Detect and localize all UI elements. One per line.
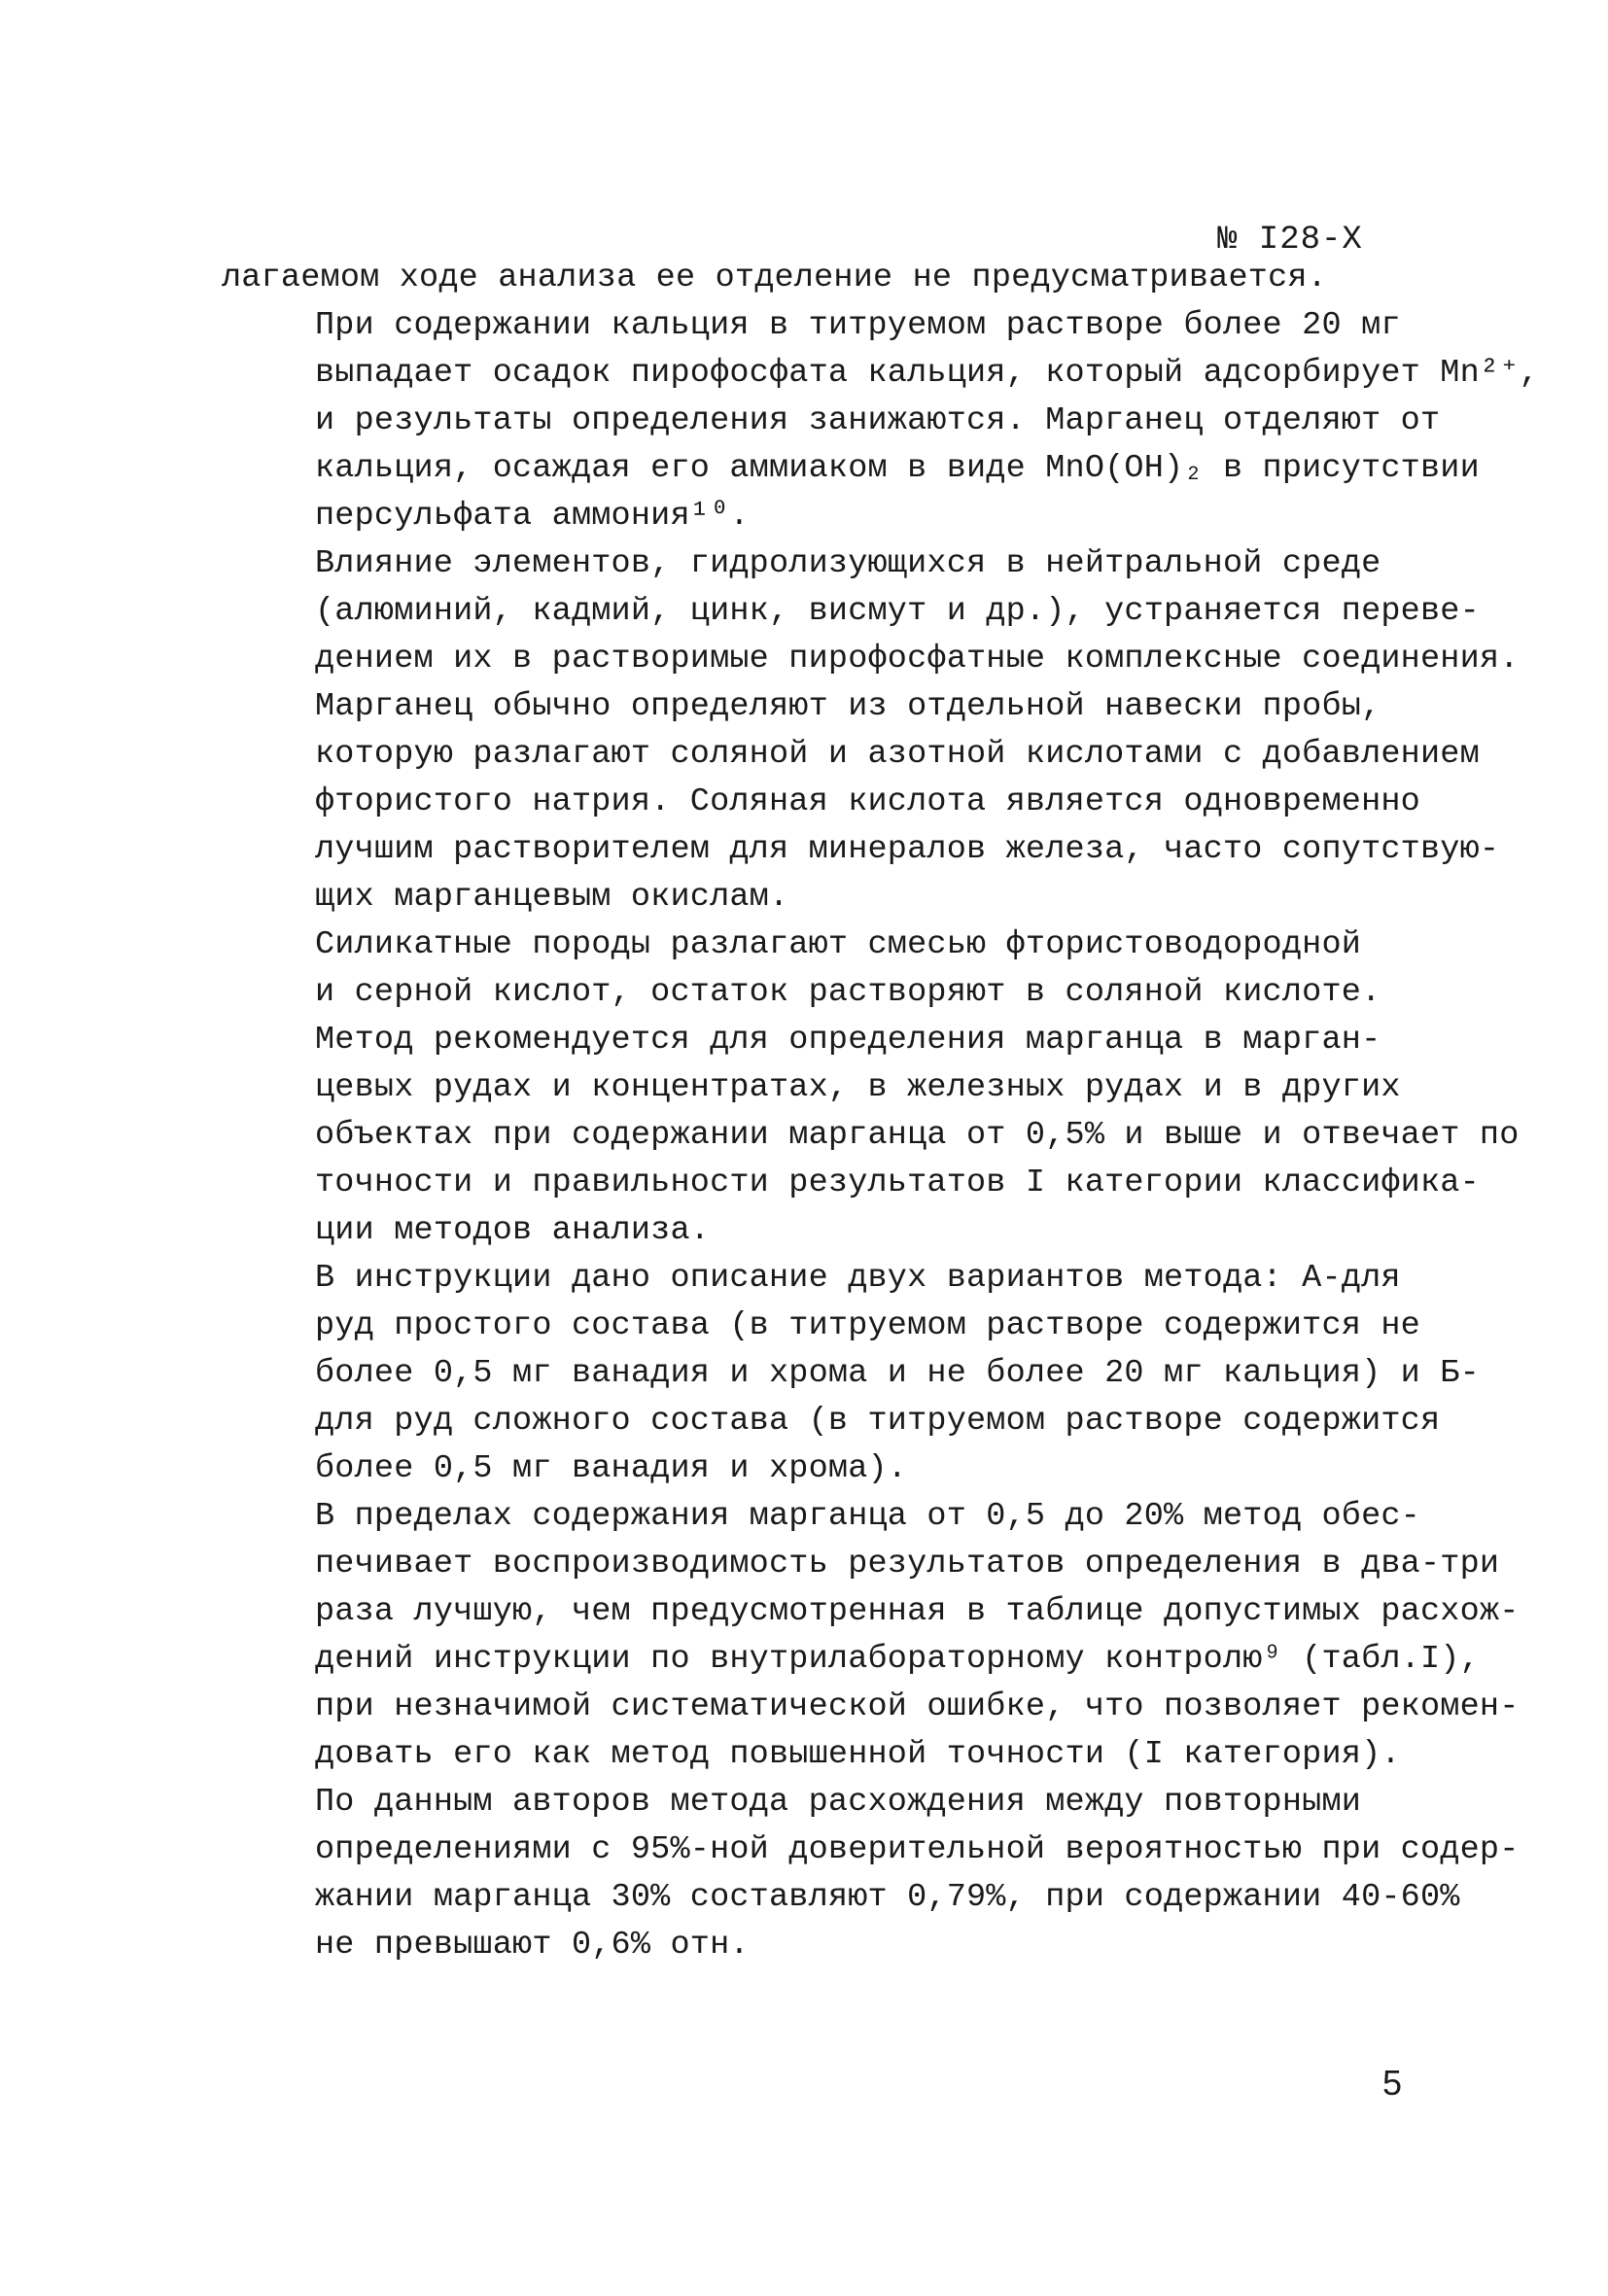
text-line: при незначимой систематической ошибке, что позволяет рекомен- (315, 1688, 1520, 1725)
text-line: раза лучшую, чем предусмотренная в таблице допустимых расхож- (315, 1593, 1520, 1630)
text-line: более 0,5 мг ванадия и хрома). (315, 1450, 908, 1487)
paragraph (222, 540, 1520, 683)
page-number: 5 (1382, 2063, 1403, 2103)
text-line: не превышают 0,6% отн. (315, 1927, 750, 1964)
text-line: и серной кислот, остаток растворяют в соляной кислоте. (315, 974, 1381, 1011)
paragraph (222, 1493, 1520, 1779)
paragraph (222, 1017, 1520, 1255)
text-line: выпадает осадок пирофосфата кальция, который адсорбирует Mn²⁺, (315, 355, 1539, 392)
text-line: определениями с 95%-ной доверительной вероятностью при содер- (315, 1831, 1520, 1868)
text-line: жании марганца 30% составляют 0,79%, при содержании 40-60% (315, 1879, 1460, 1916)
text-line: цевых рудах и концентратах, в железных рудах и в других (315, 1069, 1401, 1106)
paragraph (222, 1779, 1520, 1969)
text-line: По данным авторов метода расхождения между повторными (315, 1784, 1362, 1821)
text-line: для руд сложного состава (в титруемом растворе содержится (315, 1403, 1441, 1440)
paragraph (222, 302, 1539, 540)
text-line: В инструкции дано описание двух вариантов метода: А-для (315, 1260, 1401, 1297)
text-line: более 0,5 мг ванадия и хрома и не более 20 мг кальция) и Б- (315, 1355, 1480, 1392)
text-line: щих марганцевым окислам. (315, 879, 789, 916)
text-line: фтористого натрия. Соляная кислота является одновременно (315, 783, 1420, 820)
text-line: объектах при содержании марганца от 0,5% и выше и отвечает по (315, 1117, 1520, 1154)
text-line: которую разлагают соляной и азотной кислотами с добавлением (315, 736, 1480, 773)
text-line: лагаемом ходе анализа ее отделение не предусматривается. (222, 260, 1327, 296)
paragraph (222, 683, 1500, 922)
text-line: Метод рекомендуется для определения марганца в марган- (315, 1022, 1381, 1059)
text-line: Марганец обычно определяют из отдельной навески пробы, (315, 688, 1381, 725)
text-line: персульфата аммония¹⁰. (315, 498, 750, 535)
text-line: кальция, осаждая его аммиаком в виде MnO(OH)₂ в присутствии (315, 450, 1480, 487)
text-line: руд простого состава (в титруемом растворе содержится не (315, 1307, 1420, 1344)
text-line: Влияние элементов, гидролизующихся в нейтральной среде (315, 545, 1381, 582)
text-line: При содержании кальция в титруемом растворе более 20 мг (315, 307, 1401, 344)
text-line: дений инструкции по внутрилабораторному контролю⁹ (табл.I), (315, 1641, 1480, 1678)
text-line: В пределах содержания марганца от 0,5 до 20% метод обес- (315, 1498, 1420, 1535)
text-line: точности и правильности результатов I категории классифика- (315, 1165, 1480, 1201)
paragraph (222, 922, 1417, 1017)
text-line: Силикатные породы разлагают смесью фтористоводородной (315, 926, 1362, 963)
text-line: (алюминий, кадмий, цинк, висмут и др.), устраняется переве- (315, 593, 1480, 630)
document-number: № I28-X (1217, 222, 1363, 259)
text-line: довать его как метод повышенной точности (I категория). (315, 1736, 1401, 1773)
paragraph (222, 255, 1417, 302)
text-line: ции методов анализа. (315, 1212, 711, 1249)
paragraph (222, 1255, 1480, 1493)
text-line: лучшим растворителем для минералов железа, часто сопутствую- (315, 831, 1500, 868)
body-text (222, 255, 1539, 1969)
text-line: печивает воспроизводимость результатов определения в два-три (315, 1546, 1500, 1583)
text-line: дением их в растворимые пирофосфатные комплексные соединения. (315, 641, 1520, 678)
text-line: и результаты определения занижаются. Марганец отделяют от (315, 402, 1441, 439)
